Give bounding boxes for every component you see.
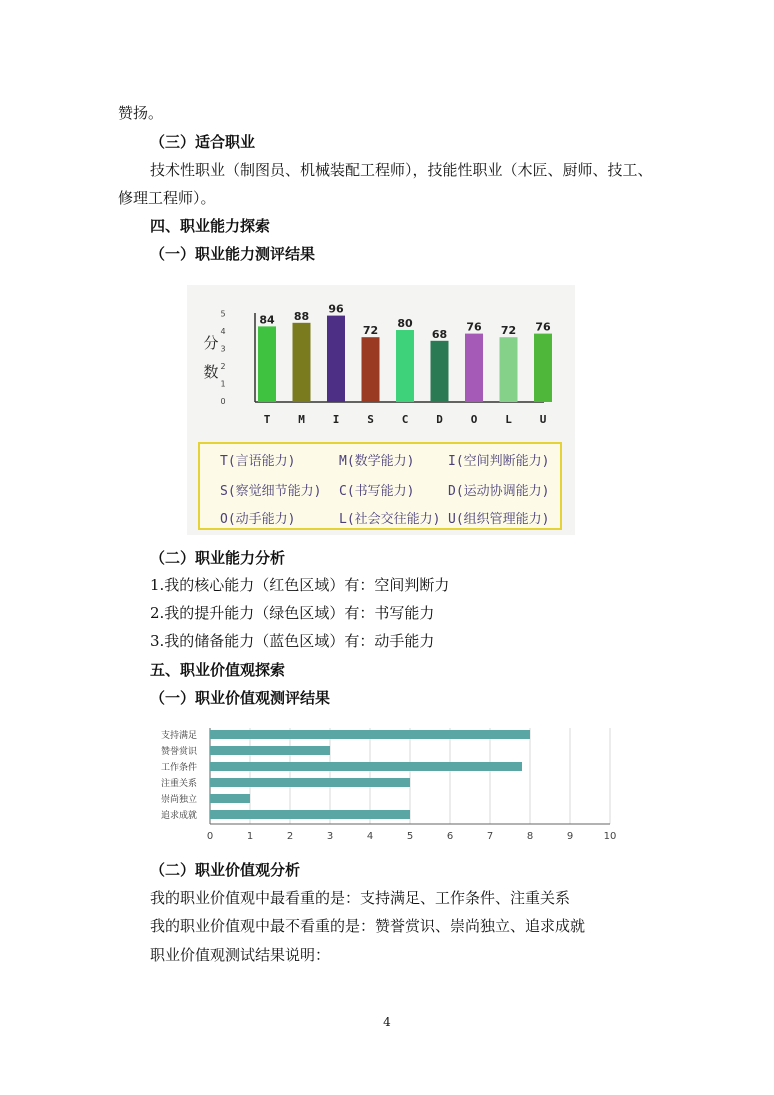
heading-values-result: （一）职业价值观测评结果: [150, 689, 331, 707]
y-tick-label: 1: [220, 379, 226, 389]
values-chart-figure: [150, 720, 622, 848]
ability-legend: [198, 442, 562, 530]
data-label: 76: [466, 320, 482, 334]
heading-section-5: 五、职业价值观探索: [150, 661, 286, 679]
x-tick-label: T: [263, 413, 271, 426]
bar-工作条件: [210, 762, 522, 771]
legend-item: M(数学能力): [339, 454, 415, 469]
y-axis-label: 分: [203, 334, 219, 352]
ability-improve: 2.我的提升能力（绿色区域）有：书写能力: [150, 604, 435, 622]
bar-赞誉赏识: [210, 746, 330, 755]
bar-S: [362, 337, 380, 402]
heading-ability-analysis: （二）职业能力分析: [150, 549, 286, 567]
x-tick-label: 8: [526, 831, 534, 842]
y-tick-label: 注重关系: [160, 779, 197, 789]
legend-item: O(动手能力): [220, 512, 296, 527]
y-tick-label: 追求成就: [160, 811, 197, 821]
ability-chart-figure: [187, 285, 575, 535]
legend-item: S(察觉细节能力): [220, 484, 322, 499]
x-tick-label: S: [367, 413, 374, 426]
data-label: 88: [293, 309, 310, 323]
y-tick-label: 2: [220, 362, 226, 371]
legend-item: D(运动协调能力): [448, 484, 550, 499]
heading-values-analysis: （二）职业价值观分析: [150, 861, 301, 879]
y-axis-label: 数: [203, 363, 219, 381]
paragraph-praise: 赞扬。: [118, 104, 164, 122]
x-tick-label: D: [436, 413, 443, 426]
legend-item: L(社会交往能力): [339, 512, 441, 527]
data-label: 68: [431, 327, 448, 341]
heading-ability-result: （一）职业能力测评结果: [150, 245, 316, 263]
data-label: 72: [362, 324, 379, 338]
bar-注重关系: [210, 778, 410, 787]
x-tick-label: O: [470, 413, 478, 426]
bar-M: [293, 323, 311, 402]
x-tick-label: I: [332, 413, 340, 426]
values-most: 我的职业价值观中最看重的是：支持满足、工作条件、注重关系: [150, 889, 571, 907]
bar-L: [500, 337, 518, 402]
y-tick-label: 支持满足: [160, 731, 197, 741]
values-least: 我的职业价值观中最不看重的是：赞誉赏识、崇尚独立、追求成就: [150, 917, 586, 935]
x-tick-label: 1: [246, 831, 254, 842]
data-label: 80: [397, 317, 413, 330]
y-tick-label: 5: [220, 309, 226, 319]
x-tick-label: M: [298, 413, 305, 426]
x-tick-label: 2: [286, 831, 294, 842]
y-tick-label: 3: [220, 344, 226, 354]
x-tick-label: 7: [486, 831, 494, 842]
y-tick-label: 0: [220, 397, 226, 406]
legend-item: T(言语能力): [220, 454, 296, 469]
values-bar-chart: [150, 720, 622, 848]
y-tick-label: 崇尚独立: [160, 795, 197, 805]
x-tick-label: 9: [566, 831, 574, 842]
x-tick-label: C: [401, 413, 409, 426]
bar-追求成就: [210, 810, 410, 819]
y-tick-label: 赞誉赏识: [160, 747, 197, 757]
x-tick-label: 5: [406, 831, 414, 842]
values-note: 职业价值观测试结果说明：: [150, 946, 331, 964]
ability-core: 1.我的核心能力（红色区域）有：空间判断力: [150, 576, 450, 594]
bar-T: [258, 326, 276, 402]
paragraph-suitable-careers-1: 技术性职业（制图员、机械装配工程师），技能性职业（木匠、厨师、技工、: [150, 161, 653, 179]
x-tick-label: U: [539, 413, 547, 426]
x-tick-label: L: [505, 413, 512, 426]
bar-C: [396, 330, 414, 402]
page-number: 4: [383, 1015, 391, 1029]
bar-支持满足: [210, 730, 530, 739]
legend-item: C(书写能力): [339, 484, 415, 499]
bar-U: [534, 334, 552, 402]
paragraph-suitable-careers-2: 修理工程师）。: [118, 189, 216, 207]
x-tick-label: 3: [326, 831, 334, 842]
ability-reserve: 3.我的储备能力（蓝色区域）有：动手能力: [150, 632, 435, 650]
data-label: 84: [259, 313, 275, 327]
bar-崇尚独立: [210, 794, 250, 803]
y-tick-label: 工作条件: [160, 763, 197, 773]
heading-suitable-careers: （三）适合职业: [150, 133, 256, 151]
bar-D: [431, 341, 449, 402]
legend-item: I(空间判断能力): [448, 454, 550, 469]
y-tick-label: 4: [220, 327, 226, 336]
bar-O: [465, 334, 483, 402]
x-tick-label: 0: [206, 831, 214, 842]
data-label: 72: [500, 324, 517, 338]
data-label: 96: [328, 302, 344, 316]
data-label: 76: [535, 320, 551, 334]
heading-section-4: 四、职业能力探索: [150, 217, 271, 235]
ability-bar-chart: [187, 285, 575, 445]
bar-I: [327, 316, 345, 402]
x-tick-label: 4: [366, 831, 374, 842]
x-tick-label: 10: [603, 831, 617, 842]
legend-item: U(组织管理能力): [448, 512, 550, 527]
x-tick-label: 6: [446, 831, 454, 842]
